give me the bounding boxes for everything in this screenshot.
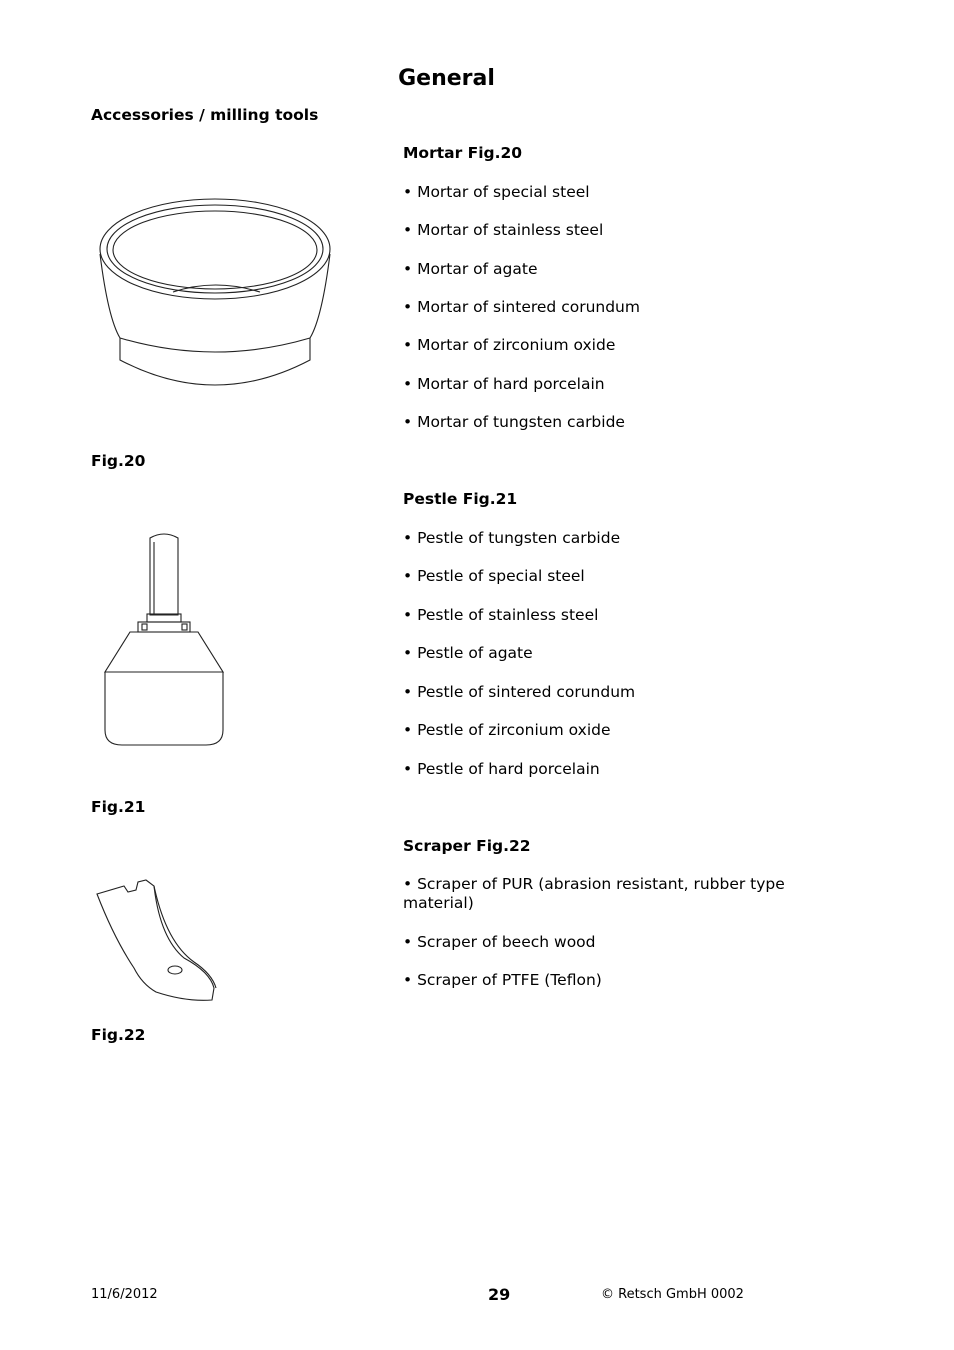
mortar-illustration [98,198,338,398]
list-item: • Pestle of stainless steel [403,606,599,624]
list-item: • Mortar of stainless steel [403,221,604,239]
mortar-heading: Mortar Fig.20 [403,144,523,162]
list-item: • Pestle of zirconium oxide [403,721,611,739]
page-number: 29 [488,1285,511,1304]
list-item: • Mortar of special steel [403,183,590,201]
list-item: • Scraper of PTFE (Teflon) [403,971,602,989]
scraper-illustration [94,878,224,1008]
list-item: • Pestle of tungsten carbide [403,529,621,547]
page-subtitle: Accessories / milling tools [91,106,319,124]
pestle-illustration [102,530,232,750]
fig-21-label: Fig.21 [91,798,146,816]
list-item: • Pestle of sintered corundum [403,683,636,701]
pestle-heading: Pestle Fig.21 [403,490,518,508]
list-item: • Pestle of hard porcelain [403,760,600,778]
list-item: • Pestle of agate [403,644,533,662]
list-item: • Scraper of beech wood [403,933,596,951]
list-item: • Scraper of PUR (abrasion resistant, rubber type material) [403,875,785,912]
list-item: • Pestle of special steel [403,567,585,585]
fig-22-label: Fig.22 [91,1026,146,1044]
footer-copyright: © Retsch GmbH 0002 [601,1287,744,1302]
scraper-heading: Scraper Fig.22 [403,837,531,855]
fig-20-label: Fig.20 [91,452,146,470]
list-item: • Mortar of agate [403,260,538,278]
page-title: General [398,66,495,91]
list-item: • Mortar of sintered corundum [403,298,640,316]
list-item: • Mortar of hard porcelain [403,375,605,393]
footer-date: 11/6/2012 [91,1287,158,1302]
list-item: • Mortar of zirconium oxide [403,336,616,354]
list-item: • Mortar of tungsten carbide [403,413,625,431]
